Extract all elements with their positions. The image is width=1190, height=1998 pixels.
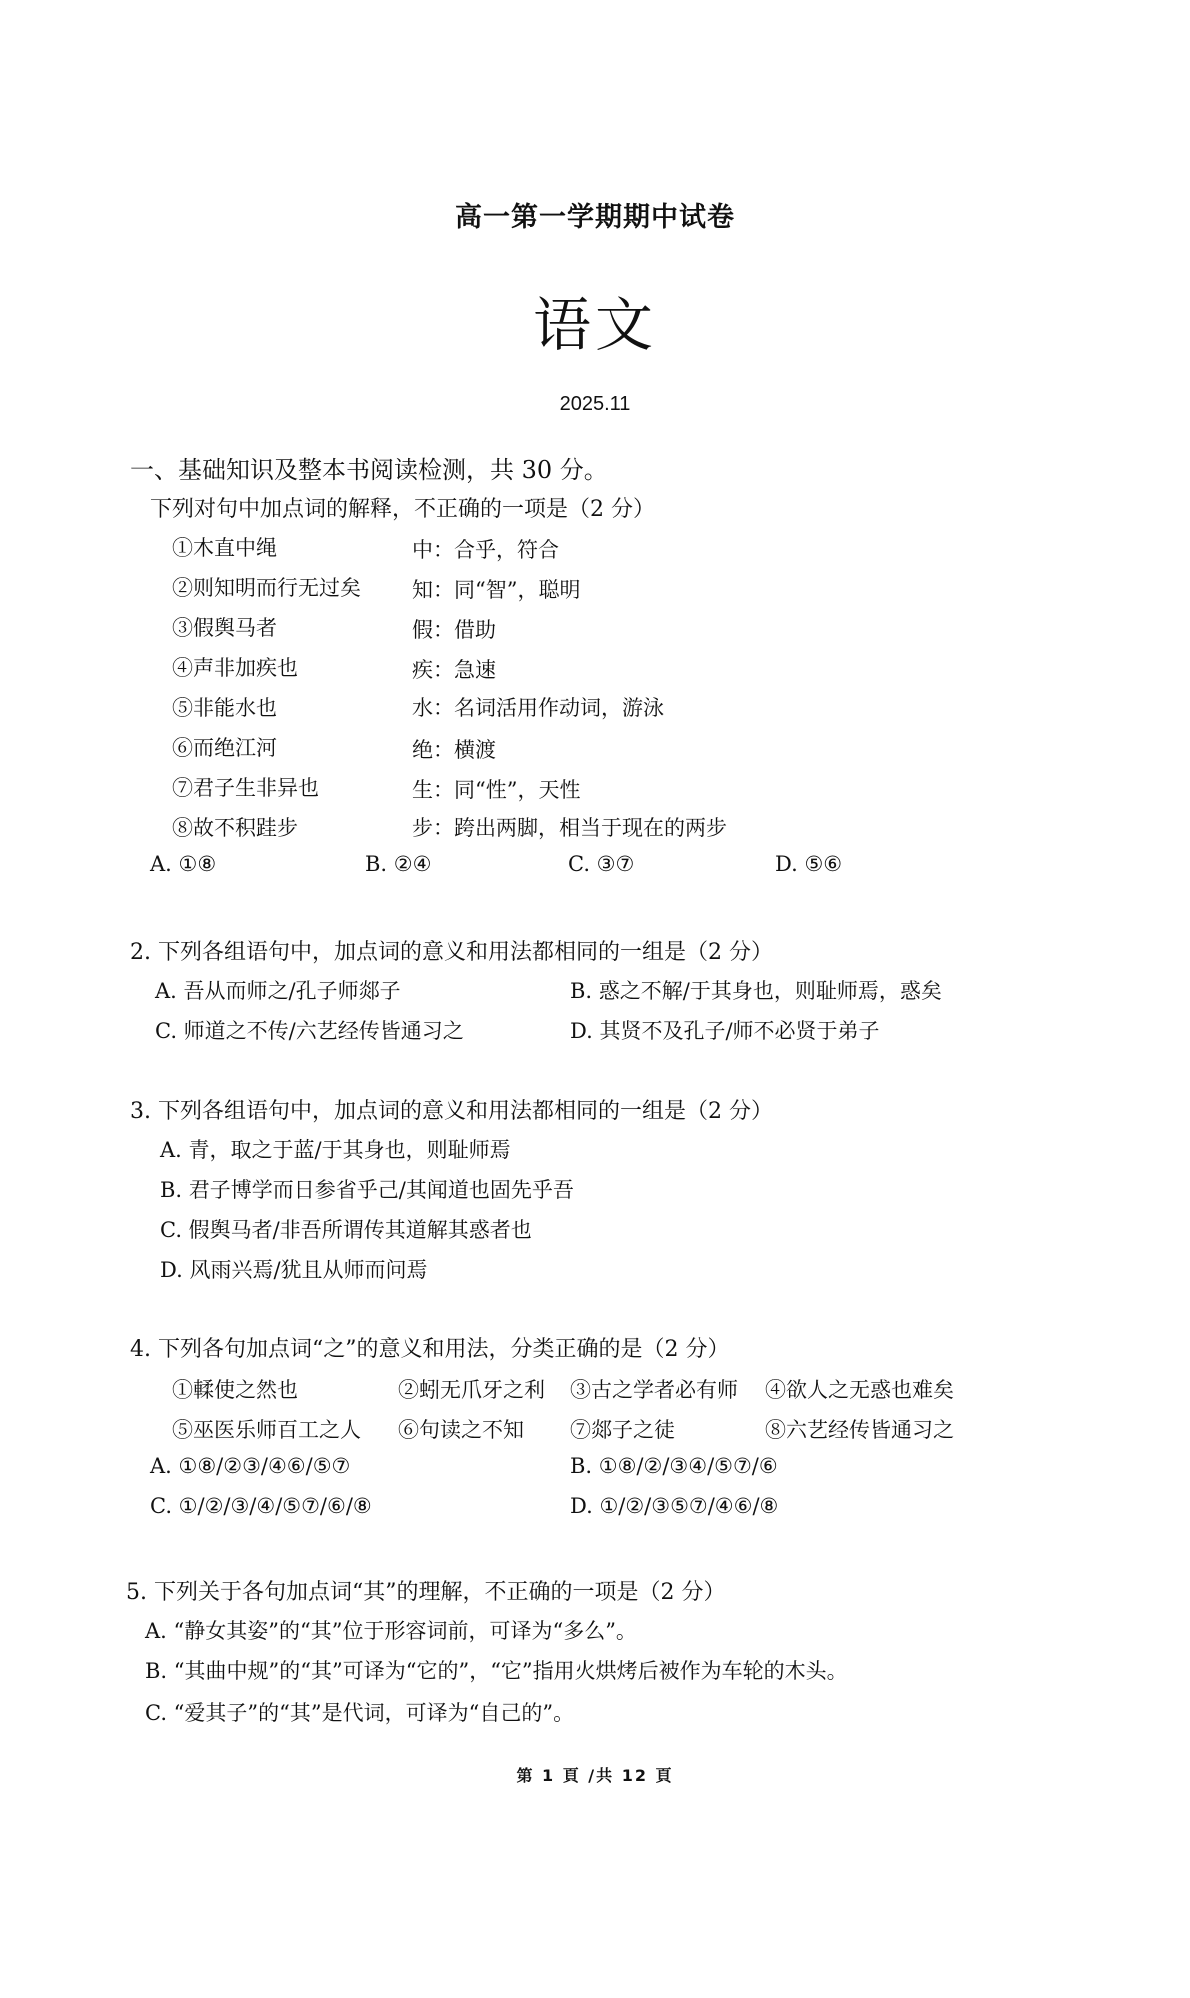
q4-item: ⑥句读之不知 [398,1418,524,1442]
q1-item-sentence: ⑧故不积跬步 [172,816,298,840]
q3-option-d[interactable]: D. 风雨兴焉/犹且从师而问焉 [160,1258,428,1282]
q2-prompt: 2. 下列各组语句中，加点词的意义和用法都相同的一组是（2 分） [130,940,773,965]
q3-prompt: 3. 下列各组语句中，加点词的意义和用法都相同的一组是（2 分） [130,1099,773,1124]
q4-item: ②蚓无爪牙之利 [398,1378,545,1402]
section-heading: 一、基础知识及整本书阅读检测，共 30 分。 [130,456,608,484]
q1-item-gloss: 生：同“性”，天性 [412,778,581,802]
q4-prompt: 4. 下列各句加点词“之”的意义和用法，分类正确的是（2 分） [130,1337,730,1362]
q5-option-c[interactable]: C. “爱其子”的“其”是代词，可译为“自己的”。 [145,1701,575,1725]
q2-option-b[interactable]: B. 惑之不解/于其身也，则耻师焉，惑矣 [570,979,942,1003]
exam-date: 2025.11 [559,393,631,415]
q2-option-d[interactable]: D. 其贤不及孔子/师不必贤于弟子 [570,1019,880,1043]
q4-item: ③古之学者必有师 [570,1378,738,1402]
q1-item-sentence: ⑦君子生非异也 [172,776,319,800]
q5-prompt: 5. 下列关于各句加点词“其”的理解，不正确的一项是（2 分） [126,1580,726,1605]
q4-option-d[interactable]: D. ①/②/③⑤⑦/④⑥/⑧ [570,1494,779,1518]
q4-option-c[interactable]: C. ①/②/③/④/⑤⑦/⑥/⑧ [150,1494,372,1518]
q3-option-b[interactable]: B. 君子博学而日参省乎己/其闻道也固先乎吾 [160,1178,574,1202]
q1-option-c[interactable]: C. ③⑦ [568,852,635,876]
q1-item-gloss: 疾：急速 [412,658,496,682]
q1-item-gloss: 中：合乎，符合 [412,538,559,562]
q1-option-a[interactable]: A. ①⑧ [150,852,217,876]
q1-item-gloss: 知：同“智”，聪明 [412,578,581,602]
q1-item-gloss: 步：跨出两脚，相当于现在的两步 [412,816,727,840]
q4-item: ④欲人之无惑也难矣 [765,1378,954,1402]
q4-item: ①輮使之然也 [172,1378,298,1402]
q1-option-d[interactable]: D. ⑤⑥ [775,852,843,876]
q1-item-gloss: 绝：横渡 [412,738,496,762]
q1-item-sentence: ④声非加疾也 [172,656,298,680]
q1-option-b[interactable]: B. ②④ [365,852,432,876]
q5-option-a[interactable]: A. “静女其姿”的“其”位于形容词前，可译为“多么”。 [145,1619,637,1643]
q1-item-gloss: 水：名词活用作动词，游泳 [412,696,664,720]
q3-option-c[interactable]: C. 假舆马者/非吾所谓传其道解其惑者也 [160,1218,532,1242]
q4-item: ⑧六艺经传皆通习之 [765,1418,954,1442]
q1-item-sentence: ②则知明而行无过矣 [172,576,361,600]
q5-option-b[interactable]: B. “其曲中规”的“其”可译为“它的”，“它”指用火烘烤后被作为车轮的木头。 [145,1659,848,1683]
q1-item-sentence: ①木直中绳 [172,536,277,560]
q4-item: ⑤巫医乐师百工之人 [172,1418,361,1442]
subject-title: 语文 [532,291,657,359]
q1-prompt: 下列对句中加点词的解释，不正确的一项是（2 分） [150,497,655,522]
q4-item: ⑦郯子之徒 [570,1418,675,1442]
q2-option-a[interactable]: A. 吾从而师之/孔子师郯子 [155,979,401,1003]
q2-option-c[interactable]: C. 师道之不传/六艺经传皆通习之 [155,1019,464,1043]
exam-title: 高一第一学期期中试卷 [455,202,735,233]
q4-option-b[interactable]: B. ①⑧/②/③④/⑤⑦/⑥ [570,1454,778,1478]
q1-item-sentence: ③假舆马者 [172,616,277,640]
q4-option-a[interactable]: A. ①⑧/②③/④⑥/⑤⑦ [150,1454,351,1478]
q3-option-a[interactable]: A. 青，取之于蓝/于其身也，则耻师焉 [160,1138,511,1162]
q1-item-gloss: 假：借助 [412,618,496,642]
q1-item-sentence: ⑥而绝江河 [172,736,277,760]
page-indicator: 第 1 頁 /共 12 頁 [516,1766,674,1785]
q1-item-sentence: ⑤非能水也 [172,696,277,720]
